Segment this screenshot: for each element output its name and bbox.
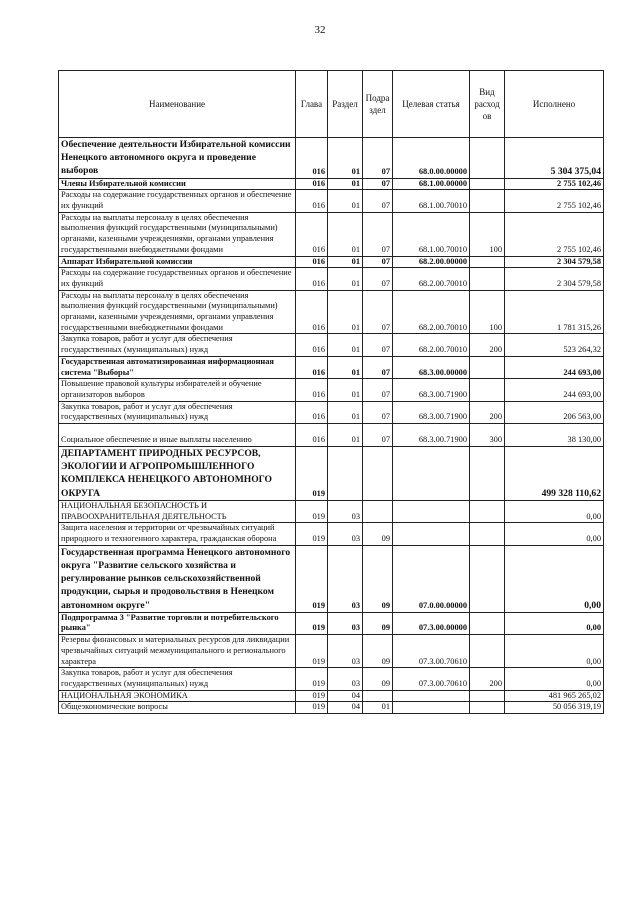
header-target: Целевая статья — [393, 71, 470, 138]
cell-vid — [470, 138, 505, 179]
header-podrazdel: Подра здел — [363, 71, 393, 138]
cell-amount: 2 304 579,58 — [505, 268, 604, 290]
cell-glava: 016 — [296, 290, 328, 334]
cell-vid — [470, 523, 505, 545]
cell-name: Закупка товаров, работ и услуг для обеспечения государственных (муниципальных) нужд — [59, 334, 296, 356]
cell-glava: 019 — [296, 668, 328, 690]
cell-razdel: 03 — [328, 545, 363, 612]
header-name: Наименование — [59, 71, 296, 138]
table-row — [59, 178, 604, 190]
cell-target: 68.2.00.70010 — [393, 268, 470, 290]
cell-amount: 2 755 102,46 — [505, 212, 604, 256]
cell-razdel: 01 — [328, 334, 363, 356]
cell-amount: 481 965 265,02 — [505, 690, 604, 702]
cell-amount: 499 328 110,62 — [505, 447, 604, 501]
cell-glava: 016 — [296, 138, 328, 179]
cell-vid — [470, 190, 505, 212]
table-row — [59, 635, 604, 668]
header-vid: Вид расход ов — [470, 71, 505, 138]
cell-amount: 0,00 — [505, 668, 604, 690]
cell-name: НАЦИОНАЛЬНАЯ БЕЗОПАСНОСТЬ И ПРАВООХРАНИТЕЛЬНАЯ ДЕЯТЕЛЬНОСТЬ — [59, 500, 296, 522]
cell-target: 68.3.00.00000 — [393, 356, 470, 378]
table-row — [59, 702, 604, 714]
cell-name: НАЦИОНАЛЬНАЯ ЭКОНОМИКА — [59, 690, 296, 702]
cell-name: Расходы на выплаты персоналу в целях обеспечения выполнения функций государственными (муниципальными) органами, казенными учреждениями, органами управления государственными внебюджетными фондами — [59, 212, 296, 256]
cell-razdel: 03 — [328, 523, 363, 545]
cell-razdel — [328, 447, 363, 501]
cell-vid: 300 — [470, 424, 505, 447]
cell-glava: 016 — [296, 212, 328, 256]
cell-podrazdel: 09 — [363, 612, 393, 634]
cell-name: Расходы на содержание государственных органов и обеспечение их функций — [59, 268, 296, 290]
cell-vid — [470, 379, 505, 401]
cell-glava: 016 — [296, 190, 328, 212]
cell-amount: 38 130,00 — [505, 424, 604, 447]
cell-glava: 016 — [296, 178, 328, 190]
table-row — [59, 690, 604, 702]
cell-vid — [470, 612, 505, 634]
cell-glava: 019 — [296, 545, 328, 612]
cell-razdel: 01 — [328, 190, 363, 212]
cell-name: Обеспечение деятельности Избирательной комиссии Ненецкого автономного округа и проведение выборов — [59, 138, 296, 179]
cell-razdel: 03 — [328, 612, 363, 634]
table-row — [59, 290, 604, 334]
cell-name: Аппарат Избирательной комиссии — [59, 256, 296, 268]
cell-target: 07.3.00.70610 — [393, 668, 470, 690]
cell-razdel: 03 — [328, 635, 363, 668]
page-number: 32 — [314, 24, 326, 36]
header-glava: Глава — [296, 71, 328, 138]
table-row — [59, 500, 604, 522]
cell-target — [393, 447, 470, 501]
cell-glava: 016 — [296, 268, 328, 290]
cell-amount: 2 755 102,46 — [505, 190, 604, 212]
cell-target: 07.3.00.00000 — [393, 612, 470, 634]
cell-name: Государственная программа Ненецкого автономного округа "Развитие сельского хозяйства и регулирование рынков сельскохозяйственной продукции, сырья и продовольствия в Ненецком автономном округе" — [59, 545, 296, 612]
cell-name: Члены Избирательной комиссии — [59, 178, 296, 190]
cell-razdel: 03 — [328, 500, 363, 522]
cell-podrazdel: 09 — [363, 668, 393, 690]
table-row — [59, 668, 604, 690]
cell-podrazdel: 07 — [363, 256, 393, 268]
cell-amount: 2 304 579,58 — [505, 256, 604, 268]
cell-name: Закупка товаров, работ и услуг для обеспечения государственных (муниципальных) нужд — [59, 401, 296, 423]
budget-execution-table — [58, 70, 604, 714]
cell-razdel: 04 — [328, 690, 363, 702]
cell-podrazdel: 07 — [363, 190, 393, 212]
cell-amount: 2 755 102,46 — [505, 178, 604, 190]
cell-podrazdel: 07 — [363, 178, 393, 190]
cell-name: Подпрограмма 3 "Развитие торговли и потребительского рынка" — [59, 612, 296, 634]
cell-glava: 016 — [296, 424, 328, 447]
header-razdel: Раздел — [328, 71, 363, 138]
cell-name: Социальное обеспечение и иные выплаты населению — [59, 424, 296, 447]
table-header-row — [59, 71, 604, 138]
table-row — [59, 401, 604, 423]
cell-vid: 200 — [470, 334, 505, 356]
cell-target: 07.3.00.70610 — [393, 635, 470, 668]
cell-podrazdel: 07 — [363, 212, 393, 256]
cell-razdel: 01 — [328, 256, 363, 268]
cell-target: 68.1.00.70010 — [393, 212, 470, 256]
cell-podrazdel — [363, 500, 393, 522]
table-row — [59, 424, 604, 447]
cell-target: 68.1.00.00000 — [393, 178, 470, 190]
cell-glava: 016 — [296, 334, 328, 356]
cell-name: Резервы финансовых и материальных ресурсов для ликвидации чрезвычайных ситуаций межмуниципального и регионального характера — [59, 635, 296, 668]
cell-razdel: 04 — [328, 702, 363, 714]
cell-amount: 244 693,00 — [505, 379, 604, 401]
cell-target — [393, 500, 470, 522]
cell-razdel: 01 — [328, 401, 363, 423]
cell-podrazdel: 07 — [363, 268, 393, 290]
cell-amount: 5 304 375,04 — [505, 138, 604, 179]
cell-target: 68.1.00.70010 — [393, 190, 470, 212]
cell-vid — [470, 500, 505, 522]
cell-razdel: 01 — [328, 379, 363, 401]
cell-vid: 200 — [470, 401, 505, 423]
cell-glava: 019 — [296, 702, 328, 714]
cell-razdel: 01 — [328, 290, 363, 334]
cell-target: 68.2.00.70010 — [393, 290, 470, 334]
cell-name: ДЕПАРТАМЕНТ ПРИРОДНЫХ РЕСУРСОВ, ЭКОЛОГИИ И АГРОПРОМЫШЛЕННОГО КОМПЛЕКСА НЕНЕЦКОГО АВТОНОМНОГО ОКРУГА — [59, 447, 296, 501]
cell-podrazdel: 07 — [363, 138, 393, 179]
cell-vid — [470, 545, 505, 612]
table-row — [59, 256, 604, 268]
cell-podrazdel: 09 — [363, 635, 393, 668]
cell-razdel: 03 — [328, 668, 363, 690]
cell-amount: 0,00 — [505, 523, 604, 545]
cell-target: 68.3.00.71900 — [393, 424, 470, 447]
cell-name: Повышение правовой культуры избирателей и обучение организаторов выборов — [59, 379, 296, 401]
cell-glava: 019 — [296, 690, 328, 702]
cell-name: Защита населения и территории от чрезвычайных ситуаций природного и техногенного характера, гражданская оборона — [59, 523, 296, 545]
cell-podrazdel: 07 — [363, 356, 393, 378]
table-row — [59, 356, 604, 378]
table-row — [59, 334, 604, 356]
table-row — [59, 447, 604, 501]
cell-razdel: 01 — [328, 212, 363, 256]
table-row — [59, 523, 604, 545]
table-row — [59, 612, 604, 634]
cell-name: Государственная автоматизированная информационная система "Выборы" — [59, 356, 296, 378]
cell-podrazdel: 07 — [363, 290, 393, 334]
cell-name: Расходы на содержание государственных органов и обеспечение их функций — [59, 190, 296, 212]
cell-target: 07.0.00.00000 — [393, 545, 470, 612]
cell-vid: 100 — [470, 290, 505, 334]
cell-razdel: 01 — [328, 424, 363, 447]
cell-glava: 019 — [296, 523, 328, 545]
cell-amount: 0,00 — [505, 635, 604, 668]
cell-target — [393, 702, 470, 714]
cell-glava: 019 — [296, 635, 328, 668]
cell-target: 68.3.00.71900 — [393, 379, 470, 401]
cell-podrazdel: 07 — [363, 401, 393, 423]
cell-podrazdel: 07 — [363, 379, 393, 401]
cell-glava: 016 — [296, 401, 328, 423]
cell-vid — [470, 256, 505, 268]
cell-amount: 244 693,00 — [505, 356, 604, 378]
cell-vid: 100 — [470, 212, 505, 256]
cell-vid — [470, 635, 505, 668]
cell-vid — [470, 447, 505, 501]
cell-target: 68.2.00.00000 — [393, 256, 470, 268]
cell-amount: 206 563,00 — [505, 401, 604, 423]
table-row — [59, 268, 604, 290]
cell-amount: 0,00 — [505, 500, 604, 522]
cell-target — [393, 523, 470, 545]
cell-vid: 200 — [470, 668, 505, 690]
cell-vid — [470, 702, 505, 714]
cell-podrazdel — [363, 690, 393, 702]
cell-amount: 1 781 315,26 — [505, 290, 604, 334]
cell-target: 68.2.00.70010 — [393, 334, 470, 356]
cell-glava: 019 — [296, 447, 328, 501]
cell-glava: 019 — [296, 500, 328, 522]
cell-name: Расходы на выплаты персоналу в целях обеспечения выполнения функций государственными (муниципальными) органами, казенными учреждениями, органами управления государственными внебюджетными фондами — [59, 290, 296, 334]
cell-glava: 016 — [296, 256, 328, 268]
cell-podrazdel: 07 — [363, 334, 393, 356]
cell-razdel: 01 — [328, 178, 363, 190]
table-row — [59, 545, 604, 612]
cell-podrazdel: 07 — [363, 424, 393, 447]
cell-target: 68.3.00.71900 — [393, 401, 470, 423]
table-row — [59, 138, 604, 179]
table-row — [59, 212, 604, 256]
cell-amount: 50 056 319,19 — [505, 702, 604, 714]
table-row — [59, 379, 604, 401]
cell-target: 68.0.00.00000 — [393, 138, 470, 179]
cell-vid — [470, 690, 505, 702]
cell-podrazdel: 09 — [363, 545, 393, 612]
cell-vid — [470, 268, 505, 290]
cell-name: Общеэкономические вопросы — [59, 702, 296, 714]
cell-razdel: 01 — [328, 356, 363, 378]
cell-amount: 523 264,32 — [505, 334, 604, 356]
cell-amount: 0,00 — [505, 545, 604, 612]
cell-amount: 0,00 — [505, 612, 604, 634]
cell-glava: 016 — [296, 379, 328, 401]
cell-glava: 019 — [296, 612, 328, 634]
cell-podrazdel: 09 — [363, 523, 393, 545]
header-amount: Исполнено — [505, 71, 604, 138]
cell-glava: 016 — [296, 356, 328, 378]
cell-name: Закупка товаров, работ и услуг для обеспечения государственных (муниципальных) нужд — [59, 668, 296, 690]
cell-target — [393, 690, 470, 702]
cell-vid — [470, 356, 505, 378]
cell-podrazdel: 01 — [363, 702, 393, 714]
table-row — [59, 190, 604, 212]
cell-razdel: 01 — [328, 268, 363, 290]
cell-vid — [470, 178, 505, 190]
cell-razdel: 01 — [328, 138, 363, 179]
cell-podrazdel — [363, 447, 393, 501]
